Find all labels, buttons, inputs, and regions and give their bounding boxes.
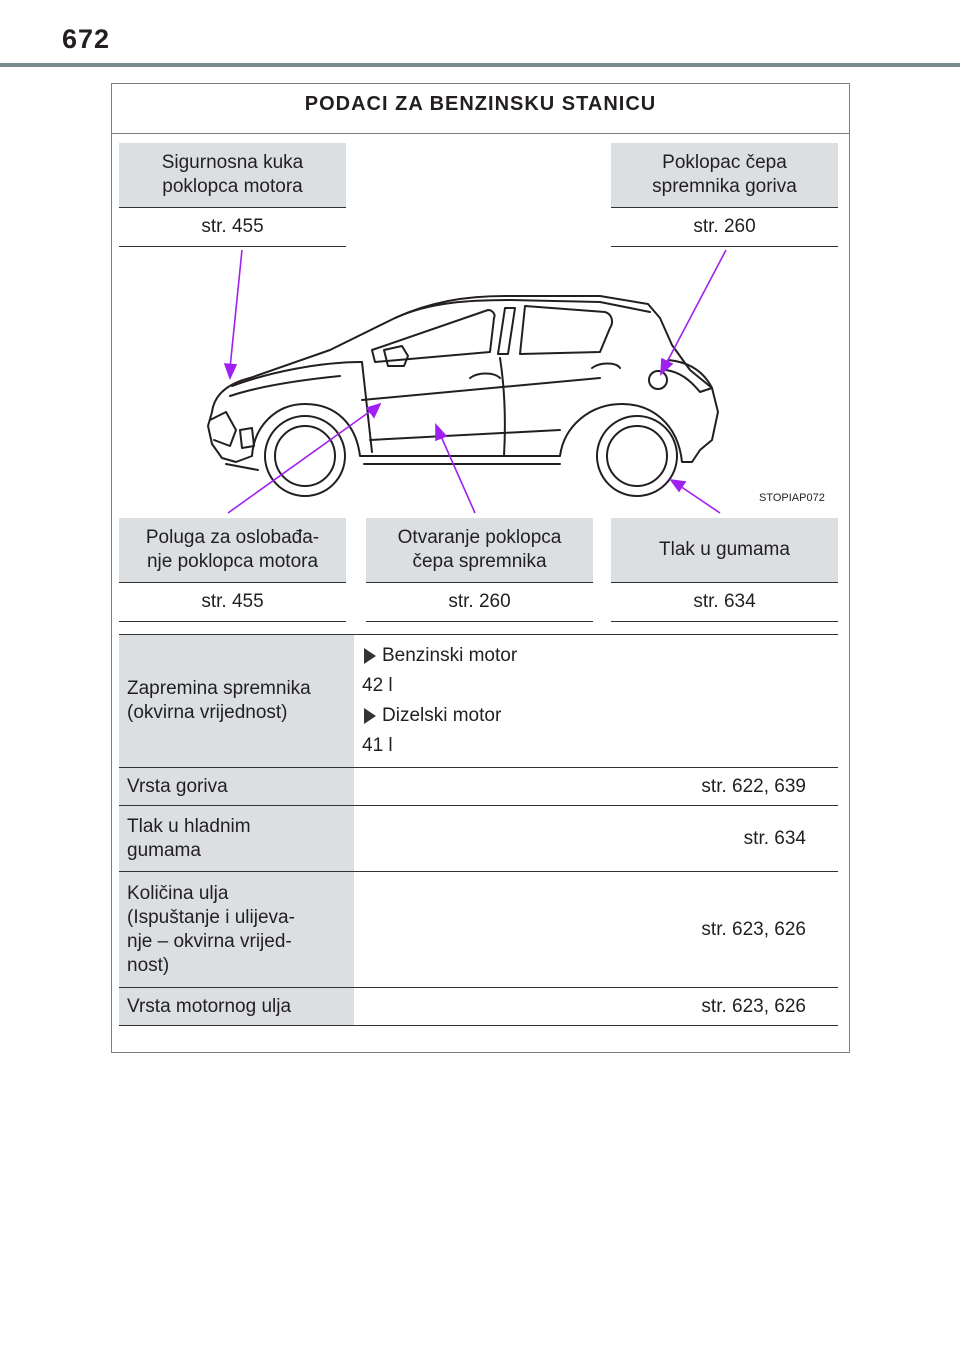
spec-value: str. 622, 639	[701, 775, 806, 797]
petrol-capacity: 42 l	[362, 675, 393, 696]
spec-value	[354, 635, 838, 768]
callout-tire-pressure	[611, 518, 838, 622]
table-row	[119, 635, 838, 768]
page-reference: str. 455	[119, 583, 346, 622]
spec-label: Tlak u hladnim gumama	[119, 806, 354, 872]
callout-label: Poklopac čepa spremnika goriva	[611, 143, 838, 208]
callout-label: Sigurnosna kuka poklopca motora	[119, 143, 346, 208]
spec-table	[119, 634, 838, 1026]
triangle-bullet-icon	[364, 708, 376, 724]
spec-value: str. 623, 626	[701, 995, 806, 1017]
page-number: 672	[62, 24, 111, 54]
callout-hood-lock	[119, 143, 346, 247]
callout-fuel-cap	[611, 143, 838, 247]
triangle-bullet-icon	[364, 648, 376, 664]
list-item: Dizelski motor	[362, 701, 838, 731]
callout-label: Poluga za oslobađa- nje poklopca motora	[119, 518, 346, 583]
header-rule	[0, 63, 960, 67]
table-row	[119, 988, 838, 1026]
spec-label: Vrsta motornog ulja	[119, 988, 354, 1026]
callout-fuel-door	[366, 518, 593, 622]
callout-label: Tlak u gumama	[611, 518, 838, 583]
spec-label: Vrsta goriva	[119, 768, 354, 806]
table-row	[119, 806, 838, 872]
callout-label: Otvaranje poklopca čepa spremnika	[366, 518, 593, 583]
table-row	[119, 768, 838, 806]
page-reference: str. 260	[366, 583, 593, 622]
page-title: PODACI ZA BENZINSKU STANICU	[112, 84, 849, 134]
callout-hood-release	[119, 518, 346, 622]
list-item: Benzinski motor	[362, 641, 838, 671]
spec-value: str. 623, 626	[701, 918, 806, 940]
page-reference: str. 634	[611, 583, 838, 622]
spec-label: Zapremina spremnika (okvirna vrijednost)	[119, 635, 354, 768]
figure-id: STOPIAP072	[759, 492, 825, 504]
diesel-capacity: 41 l	[362, 735, 393, 756]
spec-label: Količina ulja (Ispuštanje i ulijeva- nje – okvirna vrijed- nost)	[119, 872, 354, 988]
page-reference: str. 260	[611, 208, 838, 247]
spec-value: str. 634	[743, 827, 806, 849]
page-reference: str. 455	[119, 208, 346, 247]
table-row	[119, 872, 838, 988]
